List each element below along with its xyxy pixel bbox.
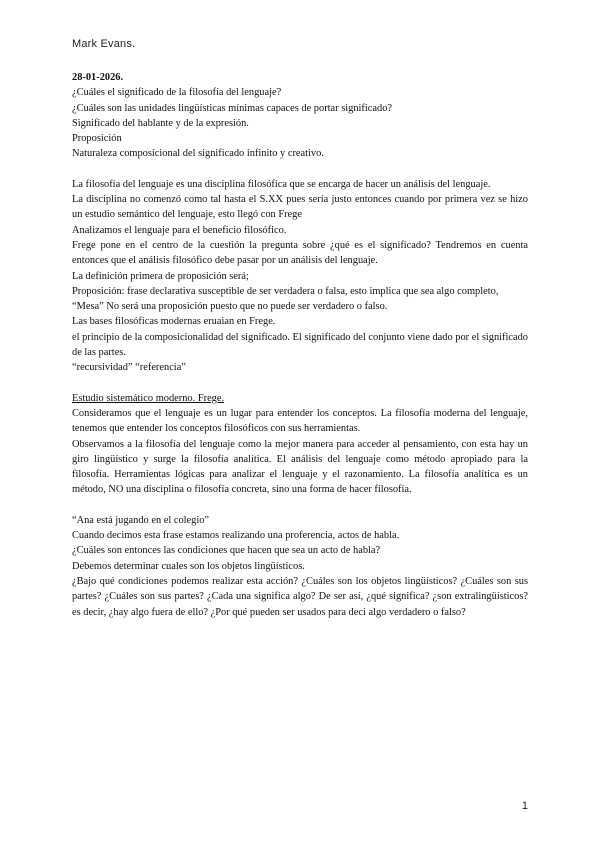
paragraph: Frege pone en el centro de la cuestión la pregunta sobre ¿qué es el significado? Tendremos en cuenta entonces que el análisis filosófico debe pasar por un análisis del lenguaje. <box>72 239 528 267</box>
section-heading: Estudio sistemático moderno. Frege. <box>72 392 225 404</box>
paragraph: ¿Bajo qué condiciones podemos realizar esta acción? ¿Cuáles son los objetos lingüísticos? ¿Cuáles son sus partes? ¿Cuáles son sus partes? ¿Cada una significa algo? De ser así, ¿qué significa? ¿son extralingüísticos? es decir, ¿hay algo fuera de ello? ¿Por qué pueden ser usados para deci algo verdadero o falso? <box>72 575 528 618</box>
question-line: Significado del hablante y de la expresión. <box>72 117 249 129</box>
paragraph: La filosofía del lenguaje es una disciplina filosófica que se encarga de hacer un análisis del lenguaje. <box>72 178 491 190</box>
paragraph: ¿Cuáles son entonces las condiciones que hacen que sea un acto de habla? <box>72 545 381 557</box>
paragraph: Analizamos el lenguaje para el beneficio filosófico. <box>72 224 287 236</box>
document-body <box>72 70 528 620</box>
paragraph: Debemos determinar cuales son los objetos lingüísticos. <box>72 560 305 572</box>
author-name: Mark Evans. <box>72 38 136 50</box>
question-line: Naturaleza composicional del significado infinito y creativo. <box>72 148 324 160</box>
paragraph: Las bases filosóficas modernas eruaian en Frege. <box>72 316 276 328</box>
paragraph: Consideramos que el lenguaje es un lugar para entender los conceptos. La filosofía moderna del lenguaje, tenemos que entender los conceptos filosóficos con sus herramientas. <box>72 407 528 435</box>
page-number: 1 <box>521 800 528 812</box>
paragraph: “Mesa” No será una proposición puesto que no puede ser verdadero o falso. <box>72 301 388 313</box>
paragraph: Cuando decimos esta frase estamos realizando una proferencia, actos de habla. <box>72 530 400 542</box>
question-line: ¿Cuáles el significado de la filosofía del lenguaje? <box>72 87 282 99</box>
question-line: Proposición <box>72 133 122 145</box>
date-heading: 28-01-2026. <box>72 72 124 83</box>
question-line: ¿Cuáles son las unidades lingüísticas mínimas capaces de portar significado? <box>72 102 392 114</box>
paragraph: Observamos a la filosofía del lenguaje como la mejor manera para acceder al pensamiento, con esta hay un giro lingüístico y surge la filosofía analítica. El análisis del lenguaje como método apropiado para la filosofía. Herramientas lógicas para analizar el lenguaje y el razonamiento. La filosofía analítica es un método, NO una disciplina o filosofía concreta, sino una forma de hacer filosofía. <box>72 438 528 496</box>
paragraph: el principio de la composicionalidad del significado. El significado del conjunto viene dado por el significado de las partes. <box>72 331 528 359</box>
paragraph: Proposición: frase declarativa susceptible de ser verdadera o falsa, esto implica que sea algo completo, <box>72 285 499 297</box>
paragraph: “recursividad” “referencia” <box>72 362 186 374</box>
quote-line: “Ana está jugando en el colegio” <box>72 514 210 526</box>
paragraph: La definición primera de proposición será; <box>72 270 249 282</box>
paragraph: La disciplina no comenzó como tal hasta el S.XX pues sería justo entonces cuando por primera vez se hizo un estudio semántico del lenguaje, esto llegó con Frege <box>72 194 528 221</box>
